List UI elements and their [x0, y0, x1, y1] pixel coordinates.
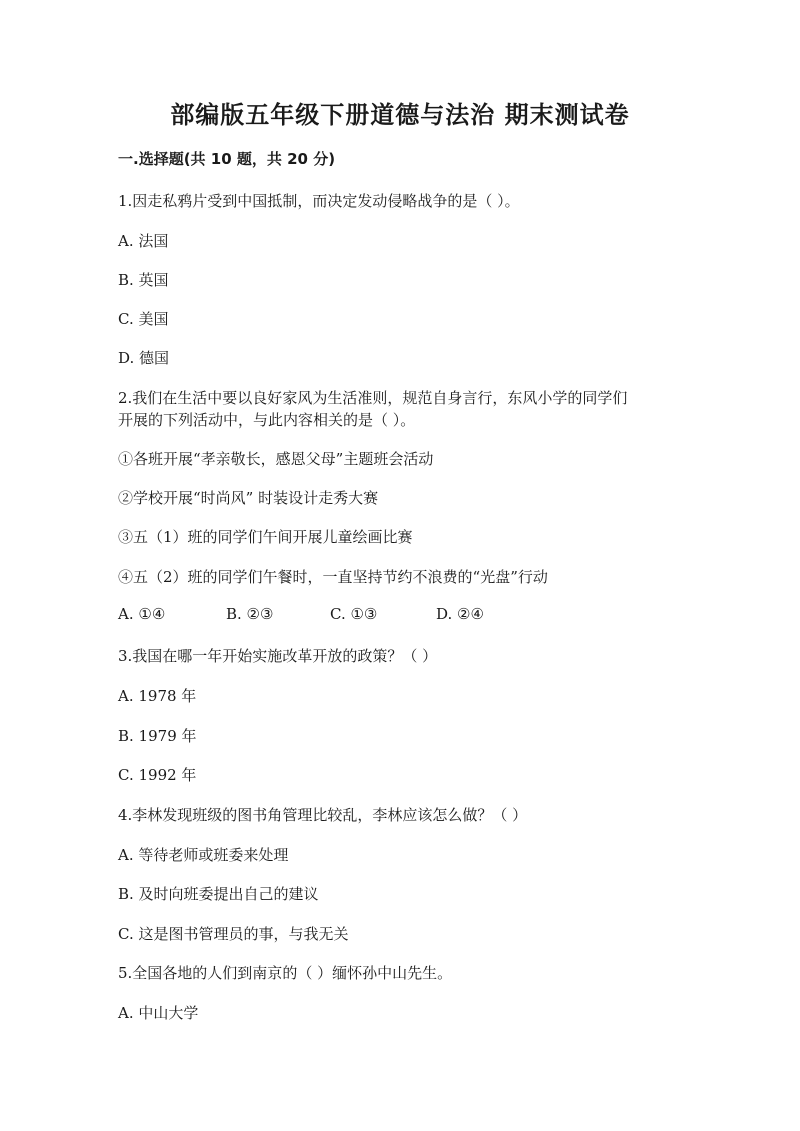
- question-2-item-2: ②学校开展“时尚风” 时装设计走秀大赛: [118, 489, 379, 507]
- question-3-option-c: C. 1992 年: [118, 766, 197, 784]
- question-4-option-c: C. 这是图书管理员的事，与我无关: [118, 925, 349, 943]
- question-3-option-a: A. 1978 年: [118, 687, 197, 705]
- question-3-option-b: B. 1979 年: [118, 727, 197, 745]
- question-2-option-b: B. ②③: [226, 605, 274, 623]
- question-2-item-4: ④五（2）班的同学们午餐时，一直坚持节约不浪费的“光盘”行动: [118, 568, 548, 586]
- page-title: 部编版五年级下册道德与法治 期末测试卷: [170, 101, 630, 129]
- question-5-option-a: A. 中山大学: [118, 1004, 199, 1022]
- question-2-option-a: A. ①④: [118, 605, 166, 623]
- section-heading: 一.选择题(共 10 题，共 20 分): [118, 150, 336, 168]
- question-2-option-c: C. ①③: [330, 605, 378, 623]
- question-5-stem: 5.全国各地的人们到南京的（ ）缅怀孙中山先生。: [118, 964, 453, 982]
- question-4-stem: 4.李林发现班级的图书角管理比较乱，李林应该怎么做？（ ）: [118, 806, 528, 824]
- question-2-stem-line-1: 2.我们在生活中要以良好家风为生活准则，规范自身言行，东风小学的同学们: [118, 389, 628, 407]
- question-2-item-3: ③五（1）班的同学们午间开展儿童绘画比赛: [118, 528, 413, 546]
- question-2-option-d: D. ②④: [436, 605, 484, 623]
- question-4-option-a: A. 等待老师或班委来处理: [118, 846, 289, 864]
- question-2-stem-line-2: 开展的下列活动中，与此内容相关的是（ ）。: [118, 411, 416, 429]
- question-4-option-b: B. 及时向班委提出自己的建议: [118, 885, 319, 903]
- question-3-stem: 3.我国在哪一年开始实施改革开放的政策？（ ）: [118, 647, 438, 665]
- question-1-option-b: B. 英国: [118, 271, 169, 289]
- question-1-option-d: D. 德国: [118, 349, 170, 367]
- question-1-stem: 1.因走私鸦片受到中国抵制，而决定发动侵略战争的是（ ）。: [118, 192, 520, 210]
- question-1-option-c: C. 美国: [118, 310, 169, 328]
- question-1-option-a: A. 法国: [118, 232, 169, 250]
- question-2-options: [118, 605, 484, 623]
- question-2-item-1: ①各班开展“孝亲敬长，感恩父母”主题班会活动: [118, 450, 434, 468]
